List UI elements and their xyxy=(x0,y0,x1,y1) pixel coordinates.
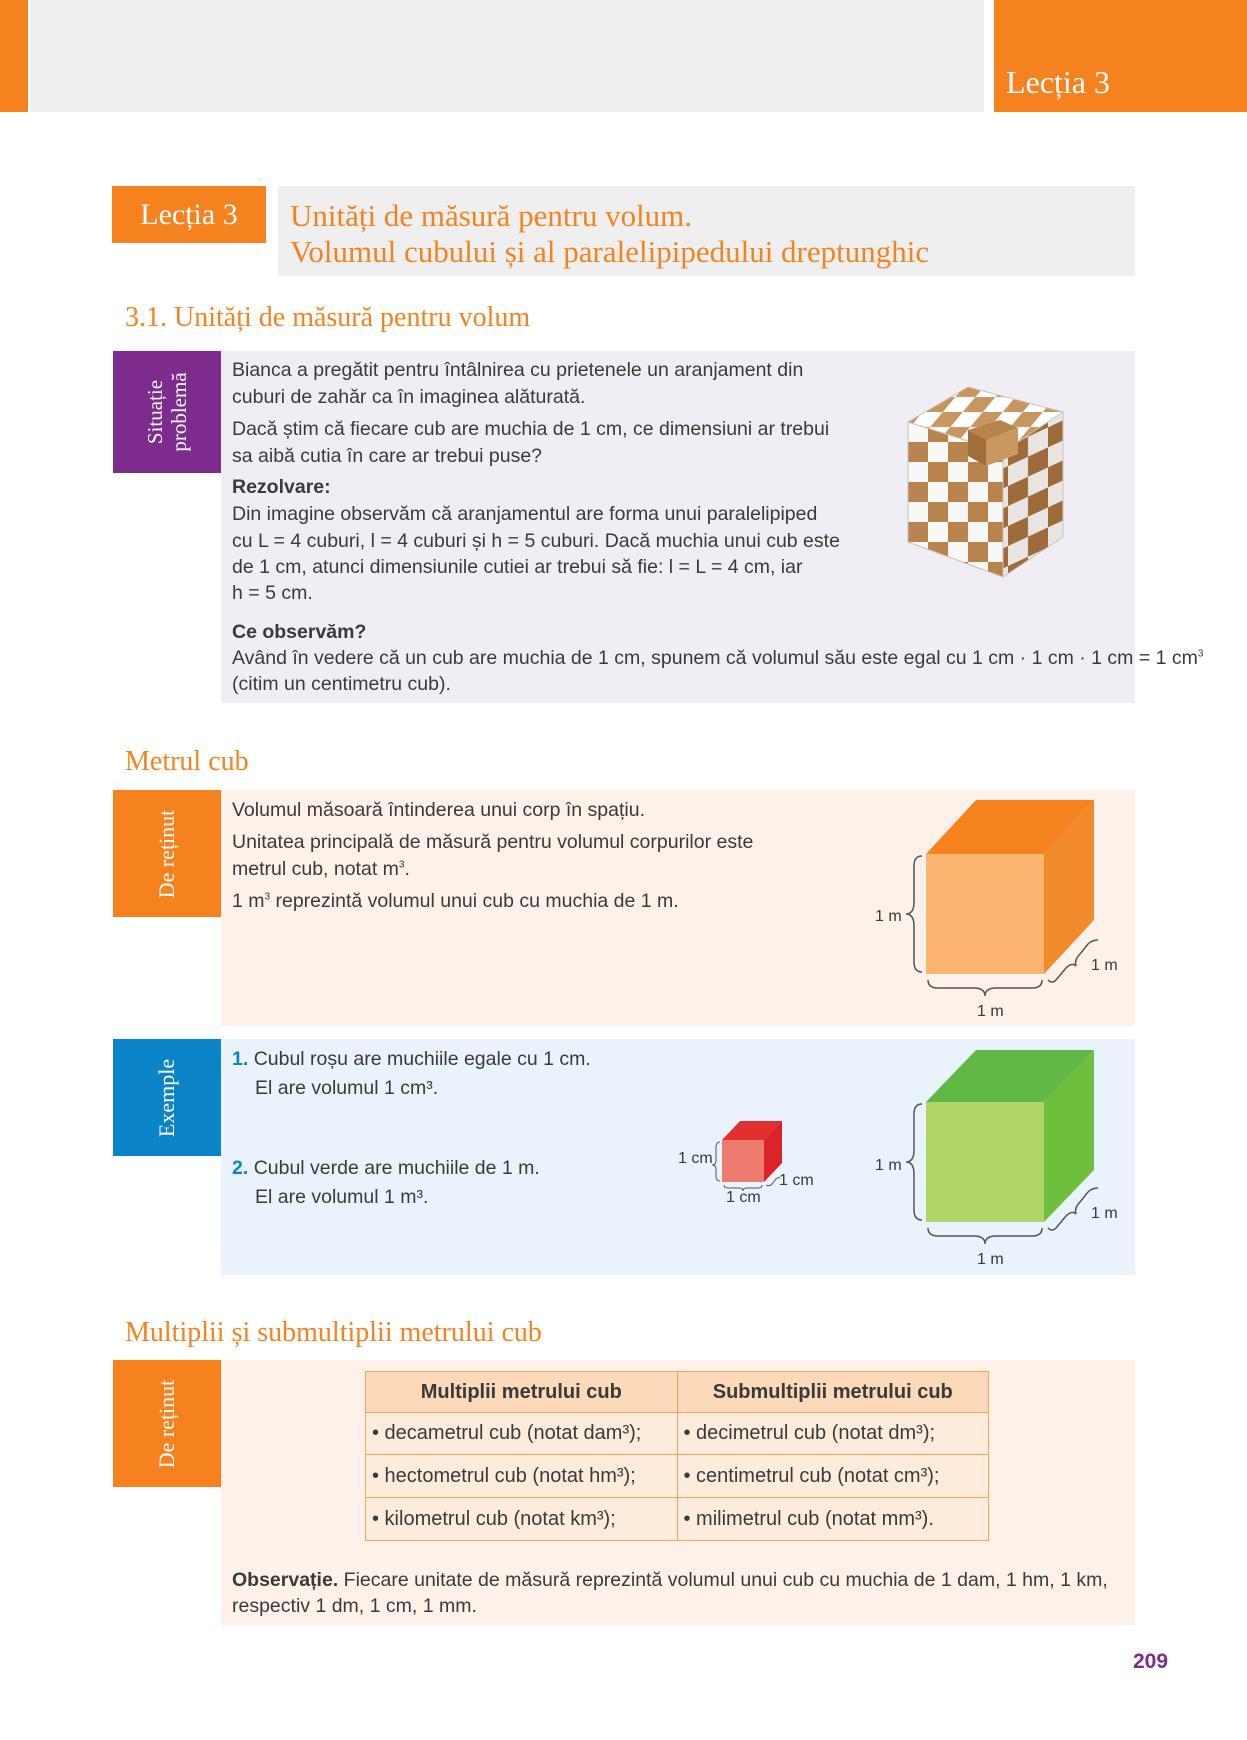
orange-cube-front xyxy=(926,854,1044,974)
observe-l2: (citim un centimetru cub). xyxy=(232,673,451,695)
situation-question-l1: Dacă știm că fiecare cub are muchia de 1 cm, ce dimensiuni ar trebui xyxy=(232,418,830,440)
example-1-text: Cubul roșu are muchiile egale cu 1 cm. xyxy=(253,1048,591,1070)
solution-l3: de 1 cm, atunci dimensiunile cutiei ar trebui să fie: l = L = 4 cm, iar xyxy=(232,556,803,578)
observe-l1-sup: 3 xyxy=(1197,648,1204,660)
metrul-cub-l4b: reprezintă volumul unui cub cu muchia de 1 m. xyxy=(270,890,679,912)
observation-label: Observație. xyxy=(232,1569,339,1591)
multiples-heading: Multiplii și submultiplii metrului cub xyxy=(125,1317,542,1348)
green-cube-front xyxy=(926,1102,1044,1222)
green-cube-height-label: 1 m xyxy=(875,1157,902,1174)
header-accent-left xyxy=(0,0,28,112)
metrul-cub-heading: Metrul cub xyxy=(125,746,249,777)
example-2-l1 xyxy=(232,1155,540,1181)
situation-text-l2: cuburi de zahăr ca în imaginea alăturată. xyxy=(232,386,586,408)
units-table-cell: • hectometrul cub (notat hm³); xyxy=(366,1455,678,1498)
metrul-cub-l3-sup: 3 xyxy=(398,859,405,871)
green-cube-diagram xyxy=(870,1038,1130,1278)
red-cube-height-label: 1 cm xyxy=(678,1150,713,1167)
tab-label-line1: Situație xyxy=(143,379,167,445)
solution-label: Rezolvare: xyxy=(232,476,331,498)
tab-de-retinut-2 xyxy=(113,1360,221,1487)
tab-situatie-problema xyxy=(113,351,221,473)
multiples-observation-l2: respectiv 1 dm, 1 cm, 1 mm. xyxy=(232,1595,477,1617)
header-lesson-label: Lecția 3 xyxy=(1006,64,1110,100)
observe-l1 xyxy=(232,645,1203,671)
green-cube-width-label: 1 m xyxy=(977,1251,1004,1268)
metrul-cub-l4-sup: 3 xyxy=(264,891,271,903)
metrul-cub-l1: Volumul măsoară întinderea unui corp în spațiu. xyxy=(232,799,645,821)
tab-label: De reținut xyxy=(154,1379,179,1468)
example-1-l1 xyxy=(232,1046,591,1072)
metrul-cub-l3: metrul cub, notat $m^3$. xyxy=(232,858,410,880)
red-cube-front xyxy=(722,1140,764,1182)
orange-cube-height-label: 1 m xyxy=(875,908,902,925)
lesson-badge: Lecția 3 xyxy=(112,186,266,243)
units-table-cell: • kilometrul cub (notat km³); xyxy=(366,1498,678,1541)
situation-question-l2: sa aibă cutia în care ar trebui puse? xyxy=(232,445,543,467)
multiples-observation-l1 xyxy=(232,1567,1108,1593)
metrul-cub-l4 xyxy=(232,888,679,914)
tab-label: De reținut xyxy=(154,809,179,898)
page-number: 209 xyxy=(1133,1650,1169,1673)
units-table-cell: • centimetrul cub (notat cm³); xyxy=(677,1455,989,1498)
metrul-cub-l3-text: metrul cub, notat m xyxy=(232,858,399,880)
example-2-number: 2. xyxy=(232,1157,249,1179)
red-cube-width-label: 1 cm xyxy=(726,1189,761,1206)
lesson-title-line1: Unități de măsură pentru volum. xyxy=(290,198,693,233)
units-table-header-submultiples: Submultiplii metrului cub xyxy=(677,1372,989,1413)
observe-l1-text: Având în vedere că un cub are muchia de 1 cm, spunem că volumul său este egal cu 1 cm · 1 cm · 1 cm = 1 cm xyxy=(232,647,1198,669)
red-cube-depth-label: 1 cm xyxy=(779,1172,814,1189)
solution-l4: h = 5 cm. xyxy=(232,582,313,604)
units-table xyxy=(365,1371,989,1541)
observe-label: Ce observăm? xyxy=(232,621,367,643)
orange-cube-depth-label: 1 m xyxy=(1091,957,1118,974)
tab-de-retinut xyxy=(113,790,221,917)
tab-exemple xyxy=(113,1039,221,1156)
example-2-text: Cubul verde are muchiile de 1 m. xyxy=(253,1157,540,1179)
tab-label-line2: problemă xyxy=(167,372,191,452)
situation-text-l1: Bianca a pregătit pentru întâlnirea cu prietenele un aranjament din xyxy=(232,359,804,381)
example-1-number: 1. xyxy=(232,1048,249,1070)
units-table-header-multiples: Multiplii metrului cub xyxy=(366,1372,678,1413)
orange-cube-width-label: 1 m xyxy=(977,1003,1004,1020)
example-2-l2: El are volumul 1 m³. xyxy=(255,1186,429,1208)
orange-cube-diagram xyxy=(870,790,1130,1030)
example-1-l2: El are volumul 1 cm³. xyxy=(255,1077,439,1099)
metrul-cub-l4a: 1 m xyxy=(232,890,265,912)
solution-l2: cu L = 4 cuburi, l = 4 cuburi și h = 5 cuburi. Dacă muchia unui cub este xyxy=(232,530,840,552)
units-table-cell: • milimetrul cub (notat mm³). xyxy=(677,1498,989,1541)
units-table-cell: • decimetrul cub (notat dm³); xyxy=(677,1413,989,1455)
units-table-cell: • decametrul cub (notat dam³); xyxy=(366,1413,678,1455)
metrul-cub-l2: Unitatea principală de măsură pentru volumul corpurilor este xyxy=(232,831,754,853)
green-cube-depth-label: 1 m xyxy=(1091,1205,1118,1222)
sugar-cubes-image xyxy=(888,382,1088,582)
observation-text: Fiecare unitate de măsură reprezintă volumul unui cub cu muchia de 1 dam, 1 hm, 1 km, xyxy=(343,1569,1108,1591)
lesson-title-line2: Volumul cubului și al paralelipipedului dreptunghic xyxy=(290,234,930,269)
tab-label: Exemple xyxy=(154,1058,179,1137)
header-bar xyxy=(30,0,984,112)
solution-l1: Din imagine observăm că aranjamentul are forma unui paralelipiped xyxy=(232,503,818,525)
section-heading: 3.1. Unități de măsură pentru volum xyxy=(125,302,531,333)
